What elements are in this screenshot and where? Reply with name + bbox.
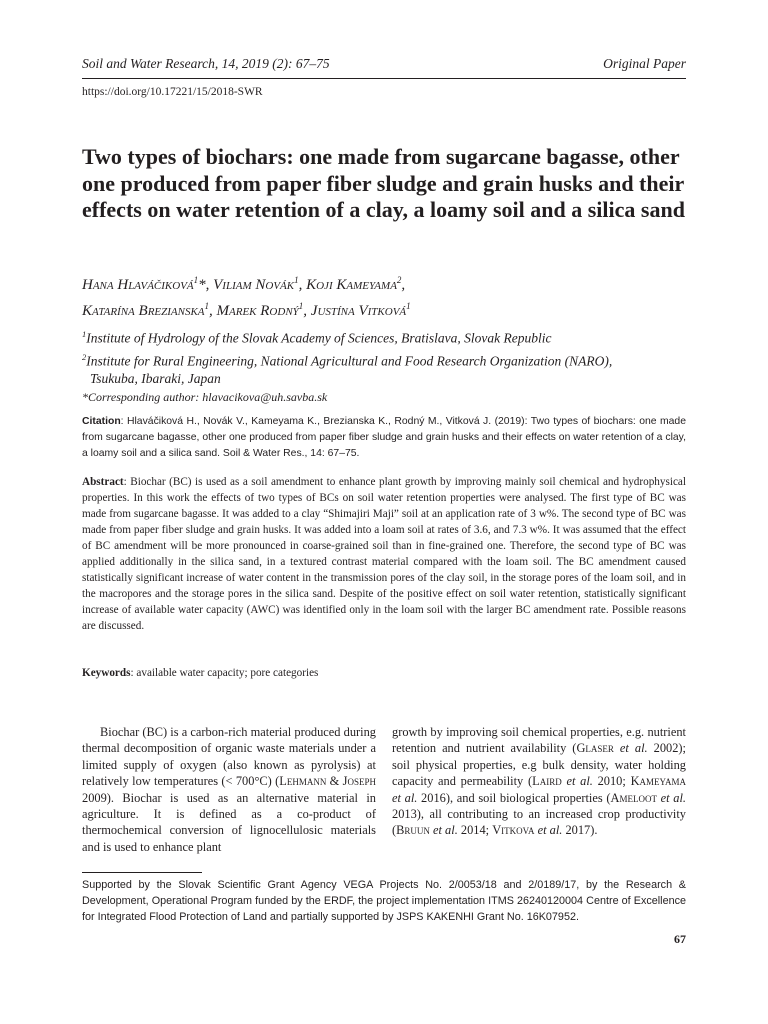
corresponding-author: *Corresponding author: hlavacikova@uh.savba.sk — [82, 390, 328, 404]
keywords-label: Keywords — [82, 667, 131, 679]
footnote-divider — [82, 872, 202, 873]
body-text: 2009). Biochar is used as an alternative material in agriculture. It is defined as a co-product of thermochemical conversion of lignocellulosic materials and is used to enhance plant — [82, 790, 376, 854]
author-name: Hana Hlaváčiková — [82, 277, 194, 293]
abstract-block — [82, 474, 686, 634]
citation-label: Citation — [82, 416, 121, 427]
et-al: et al. — [561, 774, 593, 789]
et-al: et al. — [429, 823, 458, 838]
affiliations — [82, 325, 686, 406]
body-text: 2002); soil physical properties, e.g bulk density, water holding capacity and permeability ( — [392, 741, 686, 789]
keywords-text: : available water capacity; pore categories — [130, 667, 319, 679]
corresponding-mark: * — [198, 277, 206, 293]
author-name: Katarína Brezianska — [82, 303, 205, 319]
author-name: Justína Vitková — [310, 303, 407, 319]
body-column-left — [82, 724, 376, 855]
reference-author[interactable]: Laird — [532, 774, 562, 789]
keywords-block — [82, 665, 686, 681]
funding-footnote: Supported by the Slovak Scientific Grant Agency VEGA Projects No. 2/0053/18 and 2/0189/17, by the Research & Development, Operational Program funded by the ERDF, the project implementation ITMS 26240120004 Centre of Excellence for Integrated Flood Protection of Land and partially supported by JSPS KAKENHI Grant No. 16K07952. — [82, 879, 686, 924]
doi-link[interactable]: https://doi.org/10.17221/15/2018-SWR — [82, 86, 263, 98]
affiliation-2 — [82, 348, 686, 371]
abstract-text: : Biochar (BC) is used as a soil amendment to enhance plant growth by improving mainly soil chemical and hydrophysical properties. In this work the effects of two types of BCs on soil water retention properties were analysed. The first type of BC was made from sugarcane bagasse. It was added to a clay “Shimajiri Maji” soil at an application rate of 3 w%. The second type of BC was made from paper fiber sludge and grain husks. It was added into a loam soil at rates of 3.6, and 7.3 w%. It was assumed that the effect of BC amendment will be more pronounced in coarse-grained soil than in fine-grained one. Therefore, the second type of BC was applied additionally in the silica sand, in a textured contrast material compared with the loam soil. The BC amendment caused statistically significant increase of water content in the transmission pores of the clay soil, in the storage pores of the loam soil, and in the macropores and the storage pores in the silica sand. Despite of the positive effect on soil water retention, statistically significant increase of available water capacity (AWC) was identified only in the loam soil with the larger BC amendment rate. Possible reasons are discussed. — [82, 476, 686, 632]
affil-sup: 1 — [82, 329, 87, 339]
et-al: et al. — [613, 741, 648, 756]
header-divider — [82, 78, 686, 79]
citation-block — [82, 414, 686, 462]
author-affil-sup: 2 — [396, 275, 402, 285]
author-name: Koji Kameyama — [306, 277, 397, 293]
body-text: 2014; — [457, 823, 493, 838]
affiliation-2-cont: Tsukuba, Ibaraki, Japan — [90, 371, 221, 386]
paper-title: Two types of biochars: one made from sugarcane bagasse, other one produced from paper fiber sludge and grain husks and their effects on water retention of a clay, a loamy soil and a silica sand — [82, 144, 685, 222]
body-text: 2016), and soil biological properties ( — [417, 790, 611, 805]
body-text: 2010; — [592, 774, 631, 789]
author-name: Viliam Novák — [213, 277, 295, 293]
author-name: Marek Rodný — [216, 303, 299, 319]
citation-text: : Hlaváčiková H., Novák V., Kameyama K., Brezianska K., Rodný M., Vitková J. (2019): Two types of biochars: one made from sugarcane bagasse, other one produced from paper fiber sludge and grain husks and their effects on water retention of a clay, a loamy soil and a silica sand. Soil & Water Res., 14: 67–75. — [82, 416, 686, 459]
et-al: et al. — [534, 823, 563, 838]
journal-header: Soil and Water Research, 14, 2019 (2): 67–75 — [82, 56, 330, 71]
author-affil-sup: 1 — [298, 301, 304, 311]
author-affil-sup: 1 — [204, 301, 210, 311]
reference-author[interactable]: Bruun — [396, 823, 430, 838]
page-number: 67 — [674, 932, 686, 946]
affiliation-1 — [82, 325, 686, 348]
affil-text: Institute of Hydrology of the Slovak Academy of Sciences, Bratislava, Slovak Republic — [86, 330, 552, 346]
body-text: 2017). — [562, 823, 598, 838]
et-al: et al. — [392, 790, 418, 805]
reference-author[interactable]: Kameyama — [630, 774, 687, 789]
article-type: Original Paper — [603, 56, 686, 71]
et-al: et al. — [656, 790, 687, 805]
author-affil-sup: 1 — [193, 275, 199, 285]
author-list: Hana Hlaváčiková$^1$*, Viliam Novák$^1$, Koji Kameyama$^2$, Katarína Brezianska$^1$, Marek Rodný$^1$, Justína Vitková$^1$ — [82, 275, 411, 319]
reference-author[interactable]: Vitkova — [492, 823, 535, 838]
author-affil-sup: 1 — [294, 275, 299, 285]
affil-text: Institute for Rural Engineering, National Agricultural and Food Research Organization (NARO), — [86, 353, 613, 368]
reference-author[interactable]: Lehmann & Joseph — [279, 774, 376, 789]
body-text: Biochar (BC) is a carbon-rich material produced during thermal decomposition of organic waste materials under a limited supply of oxygen (also known as pyrolysis) at relatively low temperatures (< 700°C) ( — [82, 725, 376, 789]
author-affil-sup: 1 — [406, 301, 411, 311]
abstract-label: Abstract — [82, 476, 124, 488]
body-text: 2013), all contributing to an increased crop productivity ( — [392, 807, 686, 838]
body-column-right — [392, 724, 686, 839]
reference-author[interactable]: Ameloot — [610, 790, 657, 805]
reference-author[interactable]: Glaser — [576, 741, 614, 756]
affil-sup: 2 — [82, 351, 87, 362]
body-text: growth by improving soil chemical properties, e.g. nutrient retention and nutrient availability ( — [392, 725, 686, 756]
